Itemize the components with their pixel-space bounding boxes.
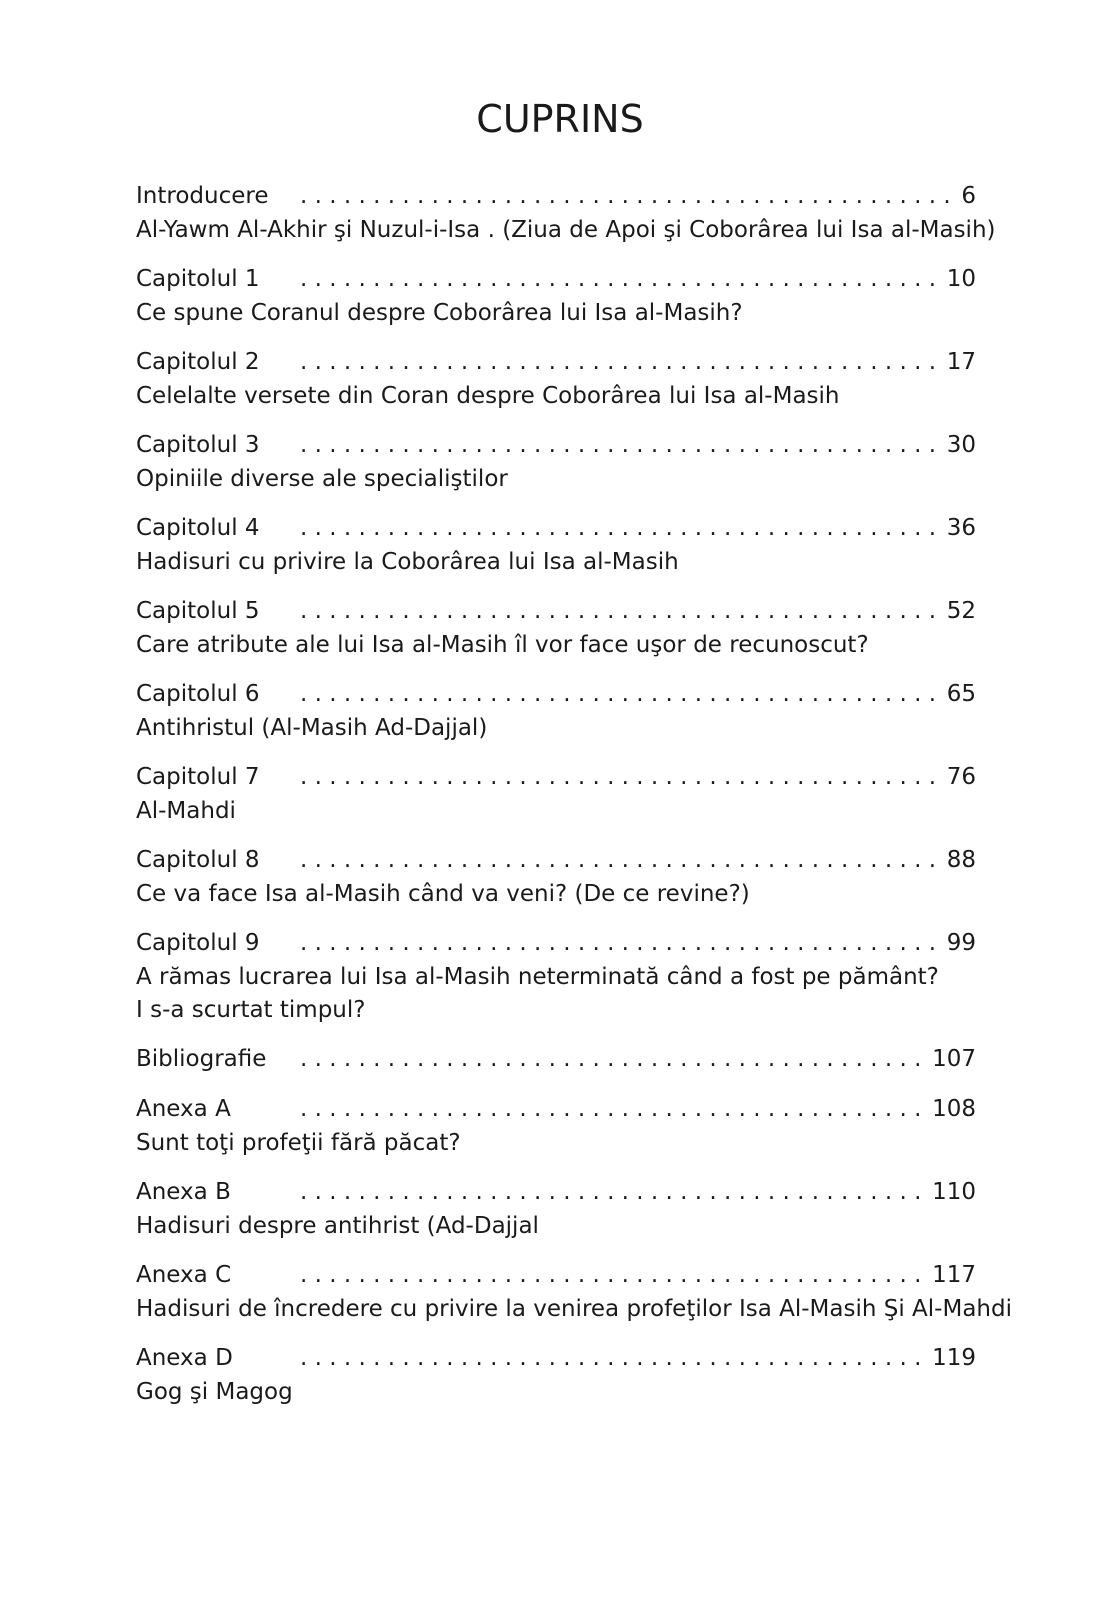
toc-entry-label: Anexa D <box>136 1345 233 1371</box>
toc-entry-heading <box>136 178 976 214</box>
toc-dot-leader <box>300 1257 926 1293</box>
toc-entry-page-number: 76 <box>946 764 976 790</box>
toc-entry <box>136 1041 976 1077</box>
toc-entry-label: Anexa C <box>136 1262 232 1288</box>
toc-entry-label: Capitolul 5 <box>136 598 260 624</box>
toc-entry <box>136 427 976 496</box>
toc-entry-label: Introducere <box>136 183 269 209</box>
toc-entry-subtitle: A rămas lucrarea lui Isa al-Masih neterminată când a fost pe pământ? <box>136 964 939 990</box>
toc-entry-subtitle: Sunt toţi profeţii fără păcat? <box>136 1130 461 1156</box>
toc-entry-page-number: 6 <box>961 183 976 209</box>
toc-entry-page-number: 52 <box>946 598 976 624</box>
toc-entry-heading <box>136 1174 976 1210</box>
toc-entry-subtitle: Hadisuri despre antihrist (Ad-Dajjal <box>136 1213 539 1239</box>
toc-entry <box>136 178 996 247</box>
toc-entry-page-number: 117 <box>932 1262 976 1288</box>
toc-entry <box>136 925 976 1027</box>
toc-entry <box>136 842 976 911</box>
toc-dot-leader <box>300 344 941 380</box>
toc-entry <box>136 1174 976 1243</box>
toc-entry-page-number: 108 <box>932 1096 976 1122</box>
toc-entry-heading <box>136 759 976 795</box>
toc-entry-heading <box>136 1340 976 1376</box>
toc-entry-page-number: 107 <box>932 1046 976 1072</box>
toc-entry-heading <box>136 344 976 380</box>
toc-entry-subtitle: Ce spune Coranul despre Coborârea lui Isa al-Masih? <box>136 300 743 326</box>
toc-entry-heading <box>136 1257 976 1293</box>
toc-entry-subtitle: Al-Mahdi <box>136 798 236 824</box>
toc-entry <box>136 510 976 579</box>
toc-dot-leader <box>300 759 941 795</box>
toc-entry-heading <box>136 593 976 629</box>
toc-entry-label: Anexa B <box>136 1179 231 1205</box>
toc-entry <box>136 676 976 745</box>
toc-entry-heading <box>136 510 976 546</box>
toc-entry-page-number: 30 <box>946 432 976 458</box>
toc-entry-heading <box>136 427 976 463</box>
toc-entry-label: Capitolul 2 <box>136 349 260 375</box>
toc-entry-subtitle: Hadisuri de încredere cu privire la venirea profeţilor Isa Al-Masih Şi Al-Mahdi <box>136 1296 1012 1322</box>
toc-entry-subtitle: I s-a scurtat timpul? <box>136 997 366 1023</box>
toc-entry <box>136 1340 976 1409</box>
toc-entry-page-number: 119 <box>932 1345 976 1371</box>
toc-entry <box>136 759 976 828</box>
toc-entry-label: Capitolul 1 <box>136 266 260 292</box>
toc-entry-page-number: 65 <box>946 681 976 707</box>
toc-dot-leader <box>300 1091 926 1127</box>
toc-entry-page-number: 88 <box>946 847 976 873</box>
toc-entry-subtitle: Opiniile diverse ale specialiştilor <box>136 466 508 492</box>
toc-entry <box>136 261 976 330</box>
toc-entry-subtitle: Hadisuri cu privire la Coborârea lui Isa al-Masih <box>136 549 679 575</box>
toc-entry-label: Capitolul 3 <box>136 432 260 458</box>
toc-dot-leader <box>300 510 941 546</box>
toc-entry-label: Anexa A <box>136 1096 231 1122</box>
toc-dot-leader <box>300 925 941 961</box>
toc-entry-heading <box>136 842 976 878</box>
toc-dot-leader <box>300 676 941 712</box>
toc-entry-label: Capitolul 7 <box>136 764 260 790</box>
toc-entry-heading <box>136 925 976 961</box>
toc-dot-leader <box>300 261 941 297</box>
toc-entry <box>136 344 976 413</box>
toc-entry-heading <box>136 1041 976 1077</box>
page-title: CUPRINS <box>476 97 644 141</box>
toc-entry-subtitle: Care atribute ale lui Isa al-Masih îl vor face uşor de recunoscut? <box>136 632 869 658</box>
toc-entry-heading <box>136 1091 976 1127</box>
toc-dot-leader <box>300 178 955 214</box>
toc-entry-label: Capitolul 8 <box>136 847 260 873</box>
toc-entry-page-number: 110 <box>932 1179 976 1205</box>
toc-entry-page-number: 99 <box>946 930 976 956</box>
toc-entry-subtitle: Antihristul (Al-Masih Ad-Dajjal) <box>136 715 488 741</box>
toc-dot-leader <box>300 1340 926 1376</box>
toc-entry-subtitle: Celelalte versete din Coran despre Coborârea lui Isa al-Masih <box>136 383 840 409</box>
toc-entry-page-number: 17 <box>946 349 976 375</box>
toc-entry <box>136 1091 976 1160</box>
toc-entry-label: Capitolul 4 <box>136 515 260 541</box>
toc-dot-leader <box>300 842 941 878</box>
toc-entry-label: Capitolul 6 <box>136 681 260 707</box>
toc-entry <box>136 593 976 662</box>
toc-entry-heading <box>136 261 976 297</box>
toc-entry-heading <box>136 676 976 712</box>
toc-dot-leader <box>300 593 941 629</box>
toc-entry-label: Capitolul 9 <box>136 930 260 956</box>
toc-entry-page-number: 36 <box>946 515 976 541</box>
toc-dot-leader <box>300 1174 926 1210</box>
toc-entry <box>136 1257 1012 1326</box>
toc-entry-page-number: 10 <box>946 266 976 292</box>
toc-entry-subtitle: Al-Yawm Al-Akhir şi Nuzul-i-Isa . (Ziua de Apoi şi Coborârea lui Isa al-Masih) <box>136 217 996 243</box>
toc-entry-subtitle: Gog şi Magog <box>136 1379 293 1405</box>
toc-dot-leader <box>300 427 941 463</box>
toc-entry-label: Bibliografie <box>136 1046 267 1072</box>
table-of-contents <box>136 178 1012 1423</box>
toc-dot-leader <box>300 1041 926 1077</box>
toc-entry-subtitle: Ce va face Isa al-Masih când va veni? (De ce revine?) <box>136 881 750 907</box>
